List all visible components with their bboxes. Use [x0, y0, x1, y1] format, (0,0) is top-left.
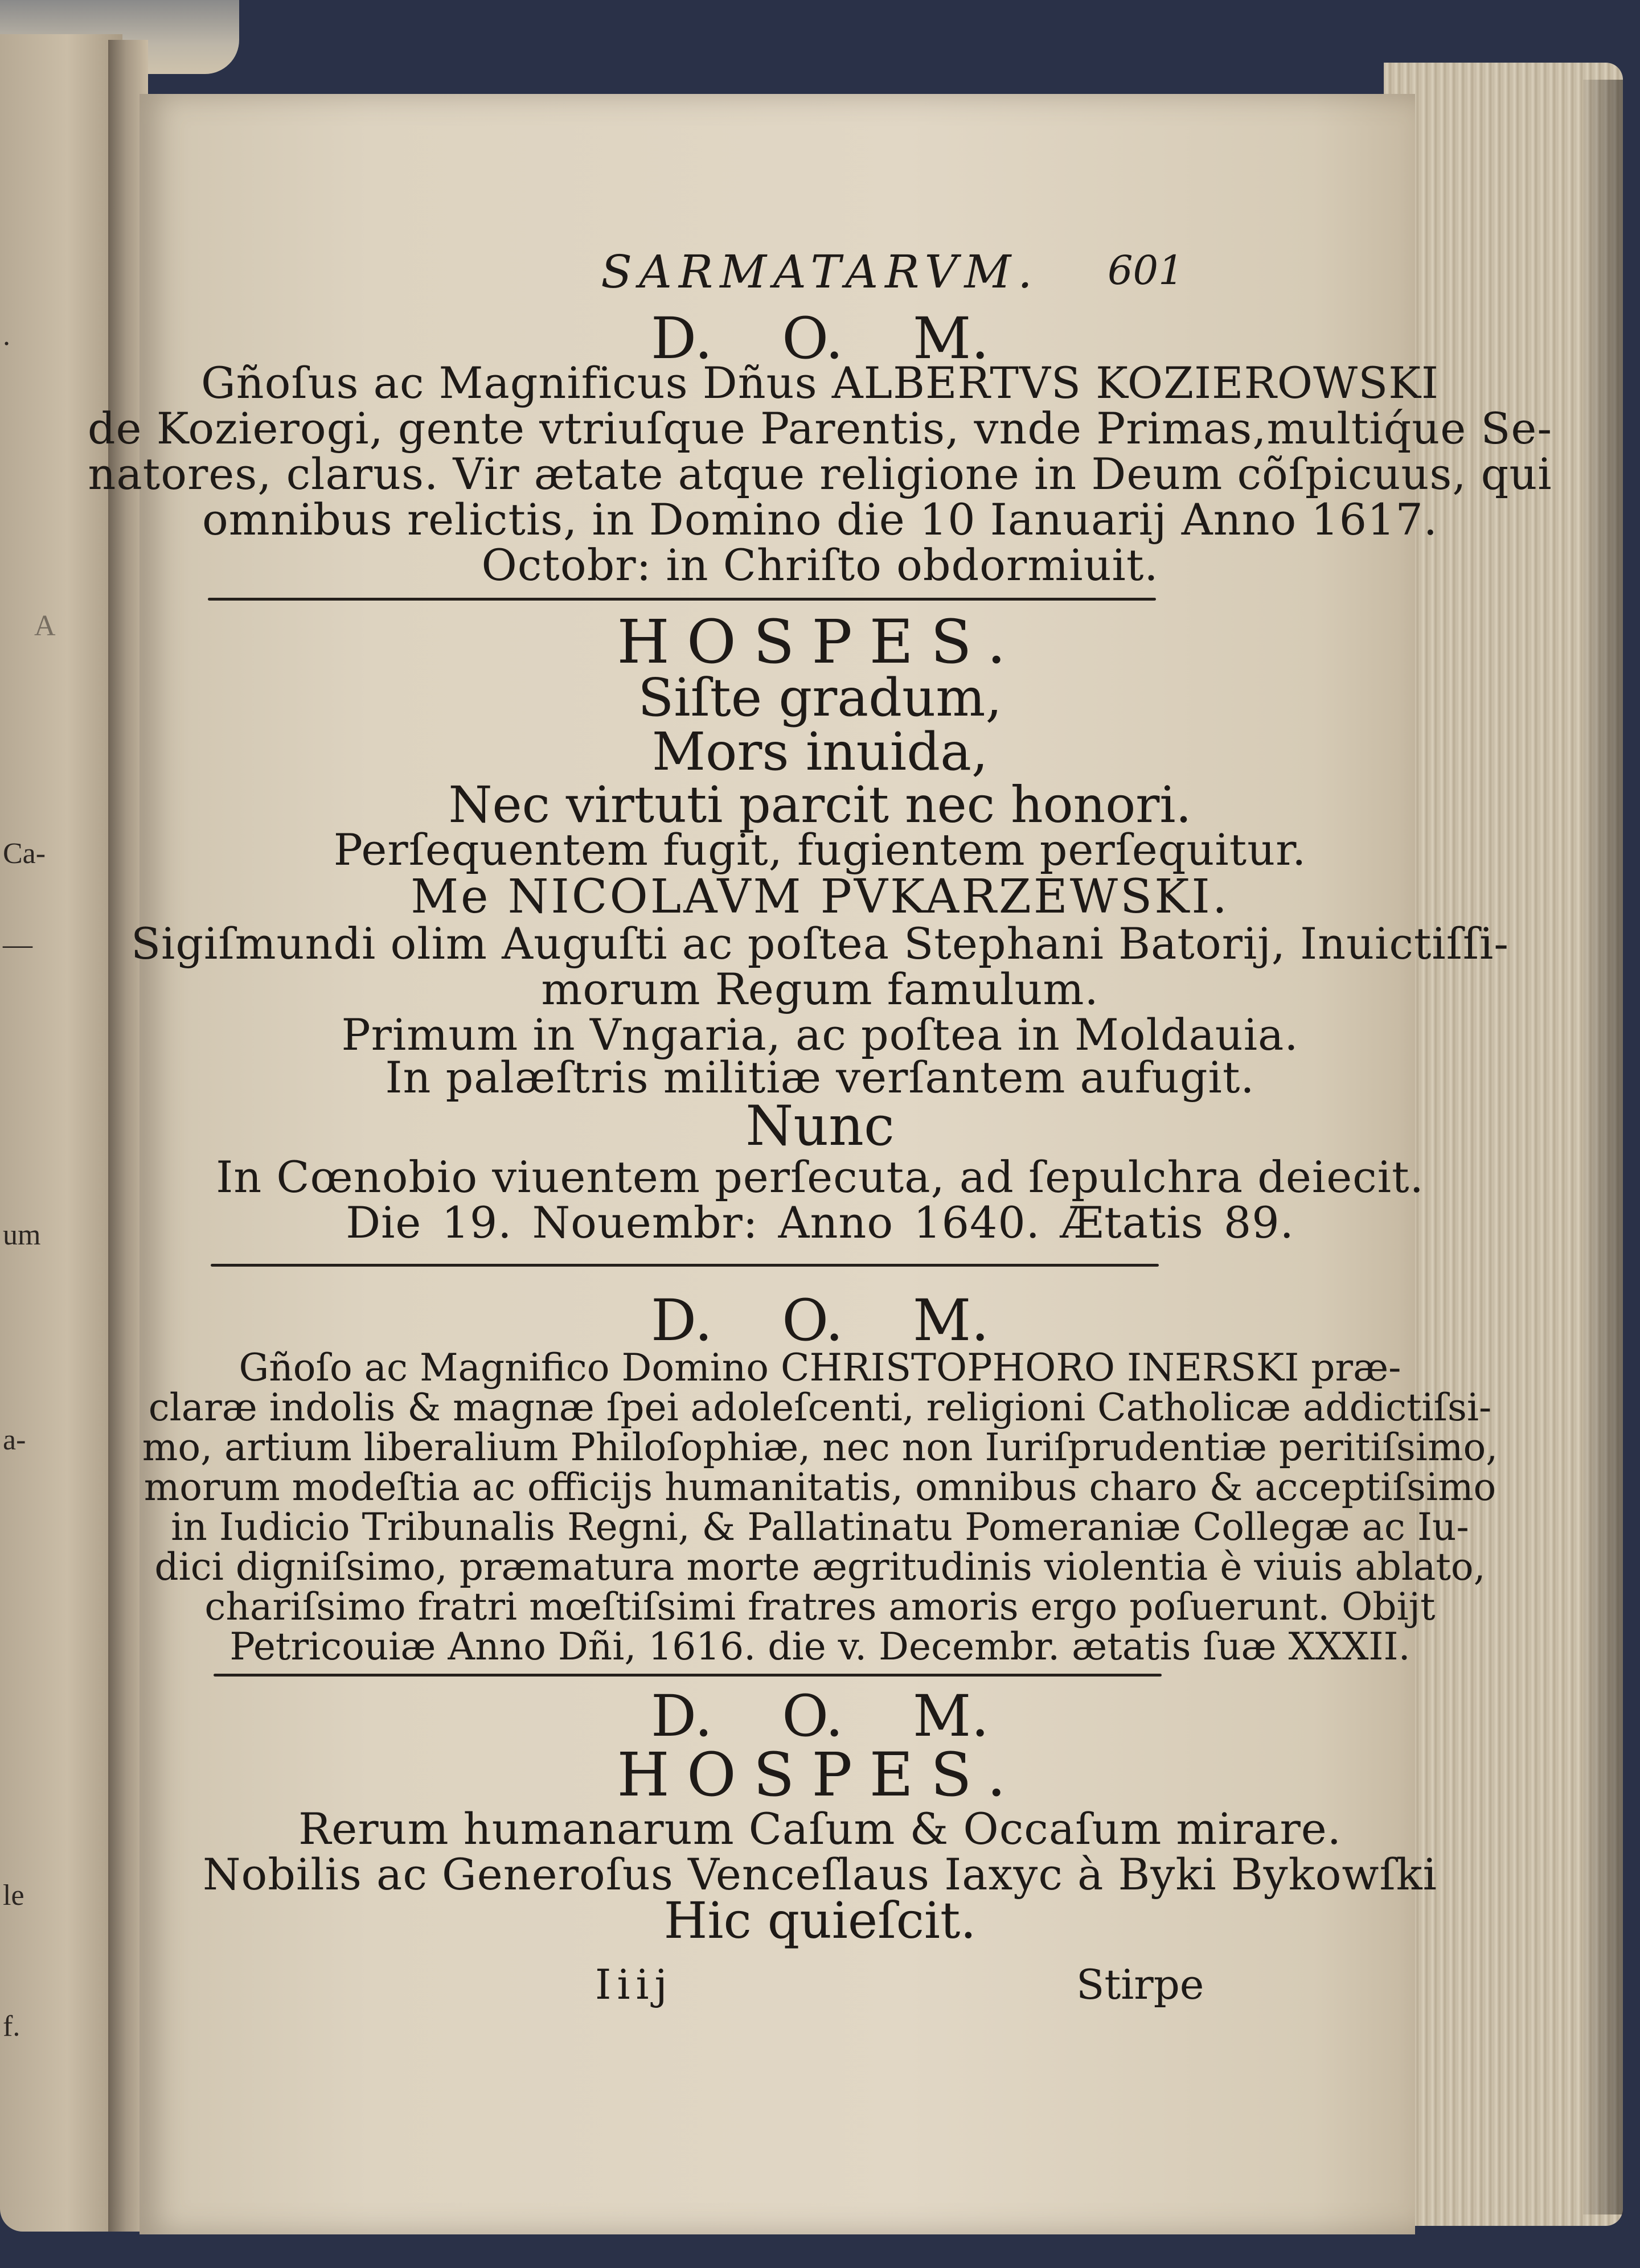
- epitaph-3-line: morum modeſtia ac officijs humanitatis, omnibus charo & acceptiſsimo: [144, 1465, 1496, 1509]
- section-rule: [208, 598, 1156, 601]
- epitaph-2-line: Perſequentem fugit, fugientem perſequitur.: [333, 824, 1307, 875]
- epitaph-3-line: chariſsimo fratri mœſtiſsimi fratres amoris ergo poſuerunt. Obijt: [204, 1585, 1436, 1629]
- epitaph-2-heading: HOSPES.: [617, 607, 1023, 677]
- catchword: Stirpe: [1076, 1961, 1204, 2008]
- epitaph-2-line: Sigiſmundi olim Auguſti ac poſtea Stephani Batorij, Inuictiſſi-: [130, 918, 1509, 969]
- epitaph-3-line: Gñoſo ac Magnifico Domino CHRISTOPHORO INERSKI præ-: [239, 1346, 1401, 1390]
- facing-page-fragment: Ca-: [3, 837, 46, 870]
- page-number: 601: [1108, 247, 1184, 294]
- epitaph-1-line: omnibus relictis, in Domino die 10 Ianuarij Anno 1617.: [202, 494, 1438, 545]
- epitaph-1-line: de Kozierogi, gente vtriuſque Parentis, vnde Primas,multiq́ue Se-: [87, 403, 1553, 454]
- epitaph-2-line: Mors inuida,: [651, 721, 989, 782]
- epitaph-2-line: Nunc: [745, 1094, 895, 1158]
- epitaph-2-line: In palæſtris militiæ verſantem aufugit.: [385, 1052, 1255, 1103]
- epitaph-3-heading: D. O. M.: [650, 1287, 990, 1354]
- epitaph-4-line: Rerum humanarum Caſum & Occaſum mirare.: [298, 1803, 1342, 1854]
- section-rule: [214, 1674, 1162, 1677]
- epitaph-1-heading: D. O. M.: [650, 305, 990, 372]
- epitaph-1-line: natores, clarus. Vir ætate atque religione in Deum cõſpicuus, qui: [88, 449, 1552, 499]
- epitaph-3-line: Petricouiæ Anno Dñi, 1616. die v. Decembr. ætatis ſuæ XXXII.: [229, 1625, 1411, 1669]
- facing-page-fragment: le: [3, 1879, 24, 1912]
- epitaph-2-line: Nec virtuti parcit nec honori.: [448, 775, 1192, 834]
- epitaph-1-line: Gñoſus ac Magnificus Dñus ALBERTVS KOZIEROWSKI: [200, 358, 1440, 408]
- epitaph-3-line: dici digniſsimo, præmatura morte ægritudinis violentia è viuis ablato,: [154, 1545, 1486, 1589]
- epitaph-2-line: morum Regum famulum.: [541, 964, 1099, 1014]
- facing-page-fragment: .: [3, 319, 10, 352]
- epitaph-2-line: Primum in Vngaria, ac poſtea in Moldauia.: [341, 1009, 1299, 1060]
- facing-page-fragment: um: [3, 1219, 41, 1251]
- epitaph-4-line: Nobilis ac Generoſus Venceſlaus Iaxyc à Byki Bykowſki: [203, 1849, 1437, 1900]
- epitaph-2-line: Die 19. Nouembr: Anno 1640. Ætatis 89.: [346, 1197, 1294, 1248]
- epitaph-4-subheading: HOSPES.: [617, 1740, 1023, 1810]
- epitaph-2-line: Siſte gradum,: [638, 667, 1002, 728]
- section-rule: [211, 1264, 1159, 1267]
- epitaph-3-line: in Iudicio Tribunalis Regni, & Pallatinatu Pomeraniæ Collegæ ac Iu-: [171, 1505, 1469, 1549]
- running-head: SARMATARVM.: [601, 245, 1039, 298]
- epitaph-1-line: Octobr: in Chriſto obdormiuit.: [481, 540, 1159, 590]
- facing-page-fragment: —: [3, 928, 32, 961]
- signature-mark: Iiij: [595, 1961, 673, 2008]
- facing-page-fragment: f.: [3, 2010, 20, 2043]
- epitaph-2-line: Me NICOLAVM PVKARZEWSKI.: [411, 870, 1229, 924]
- epitaph-4-heading: D. O. M.: [650, 1683, 990, 1749]
- facing-page-fragment: A: [34, 610, 56, 642]
- epitaph-3-line: mo, artium liberalium Philoſophiæ, nec non Iuriſprudentiæ peritiſsimo,: [142, 1425, 1498, 1469]
- facing-page-fragment: a-: [3, 1424, 26, 1456]
- epitaph-2-line: In Cœnobio viuentem perſecuta, ad ſepulchra deiecit.: [216, 1152, 1424, 1202]
- epitaph-4-line: Hic quieſcit.: [663, 1891, 977, 1950]
- epitaph-3-line: claræ indolis & magnæ ſpei adoleſcenti, religioni Catholicæ addictiſsi-: [148, 1386, 1492, 1429]
